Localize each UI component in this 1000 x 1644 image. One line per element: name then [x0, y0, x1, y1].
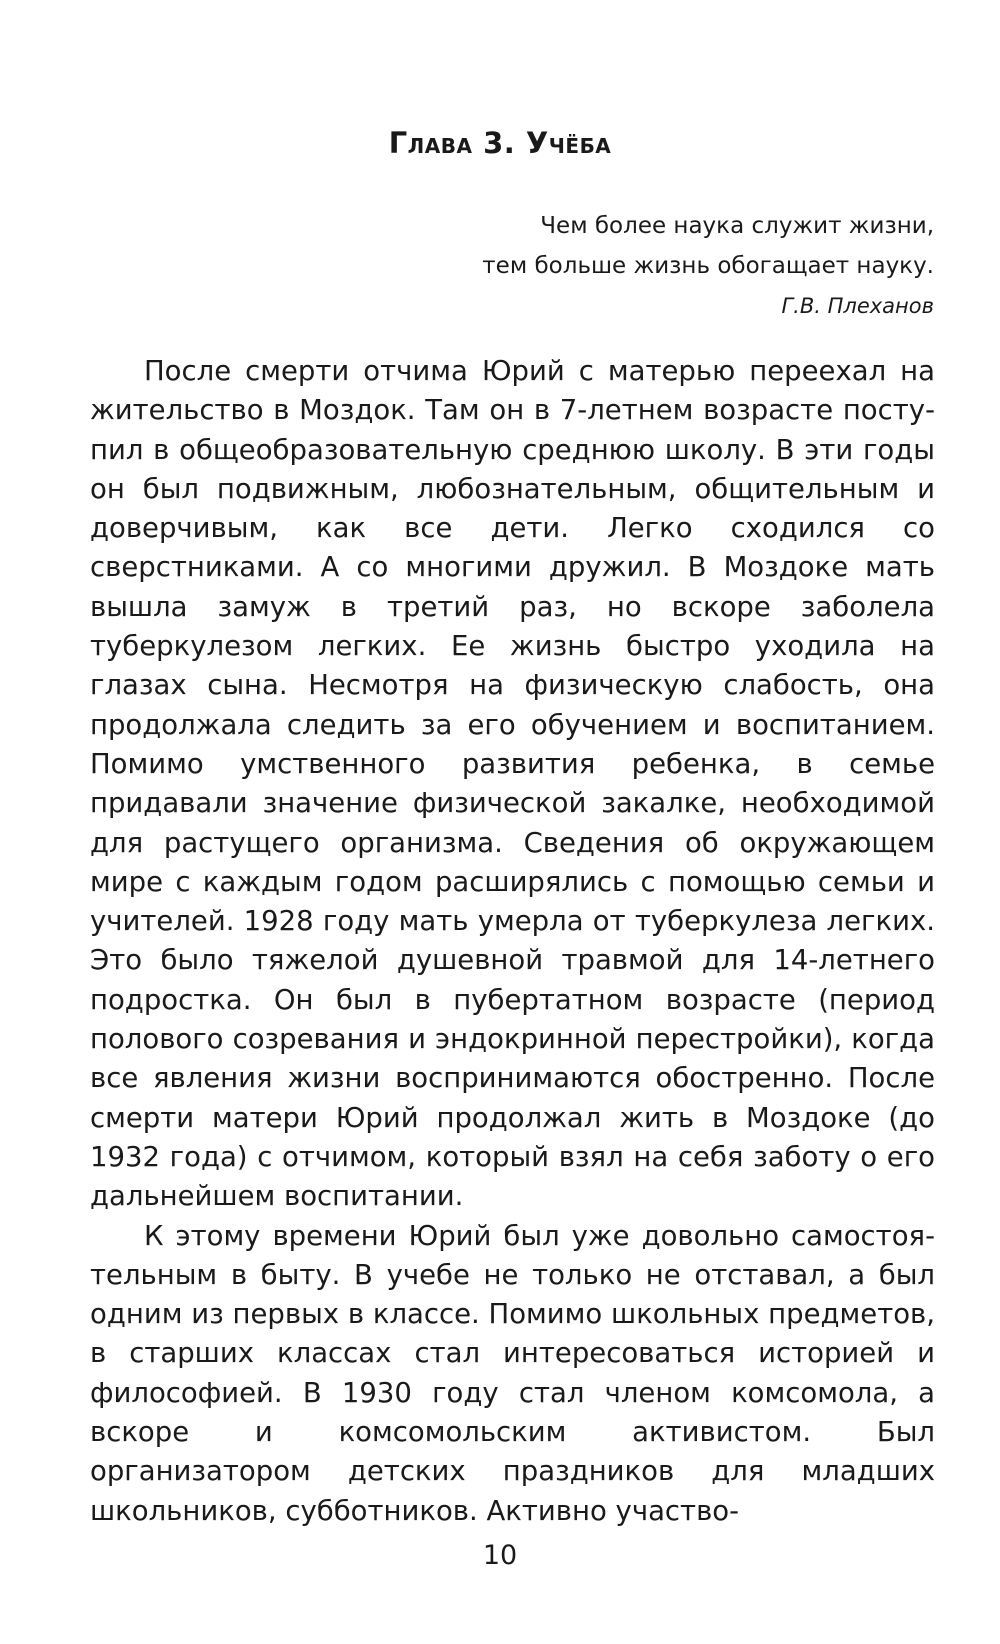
- paragraph-1: После смерти отчима Юрий с матерью переехал на жительство в Моздок. Там он в 7-летнем возрасте поступил в общеобразовательную среднюю школу. В эти годы он был подвижным, любознательным, общительным и доверчивым, как все дети. Легко сходился со сверстниками. А со многими дружил. В Моздоке мать вышла замуж в третий раз, но вскоре заболела туберкулезом легких. Ее жизнь быстро уходила на глазах сына. Несмотря на физическую слабость, она продолжала следить за его обучением и воспитанием. Помимо умственного развития ребенка, в семье придавали значение физической закалке, необходимой для растущего организма. Сведения об окружающем мире с каждым годом расширялись с помощью семьи и учителей. 1928 году мать умерла от туберкулеза легких. Это было тяжелой душевной травмой для 14-летнего подростка. Он был в пубертатном возрасте (период полового созревания и эндокринной перестройки), когда все явления жизни воспринимаются обостренно. После смерти матери Юрий продолжал жить в Моздоке (до 1932 года) с отчимом, который взял на себя заботу о его дальнейшем воспитании.: [90, 355, 935, 1213]
- chapter-title: Глава 3. Учёба: [388, 126, 612, 160]
- epigraph: [482, 206, 934, 326]
- body-text: [90, 352, 935, 1531]
- paragraph-2: К этому времени Юрий был уже довольно самостоятельным в быту. В учебе не только не отставал, а был одним из первых в классе. Помимо школьных предметов, в старших классах стал интересоваться историей и философией. В 1930 году стал членом комсомола, а вскоре и комсомольским активистом. Был организатором детских праздников для младших школьников, субботников. Активно участво-: [90, 1219, 935, 1527]
- page-number: 10: [482, 1540, 518, 1571]
- epigraph-line-1: Чем более наука служит жизни,: [540, 213, 934, 239]
- epigraph-author: Г.В. Плеханов: [781, 294, 934, 318]
- epigraph-line-2: тем больше жизнь обогащает науку.: [482, 253, 934, 279]
